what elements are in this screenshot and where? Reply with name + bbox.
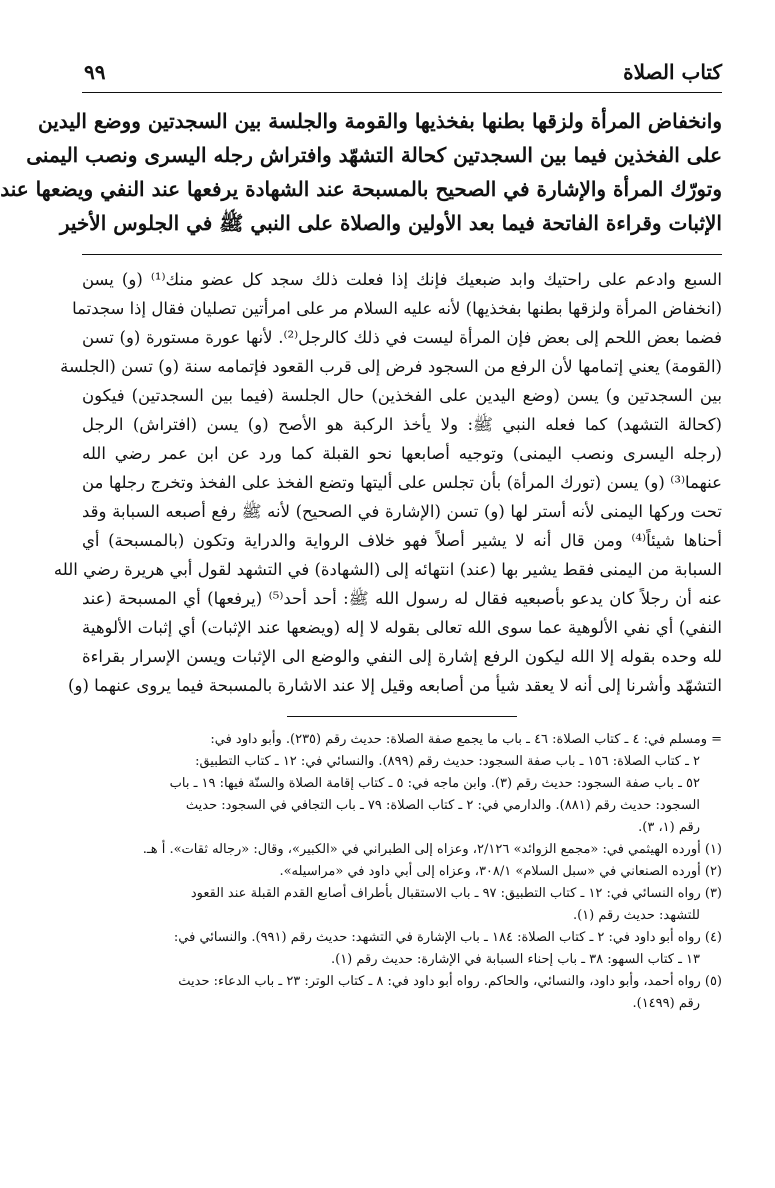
footnote-2: (٢) أورده الصنعاني في «سبل السلام» ٣٠٨/١، وعزاه إلى أبي داود في «مراسيله». xyxy=(279,864,722,879)
footnote-4-continuation: ١٣ ـ كتاب السهو: ٣٨ ـ باب إحناء السبابة في الإشارة: حديث رقم (١). xyxy=(330,952,700,967)
commentary-line: تحت وركها اليمنى لأنه أستر لها (و) تسن (الإشارة في الصحيح) لأنه ﷺ رفع أصبعه السبابة وقد xyxy=(82,502,722,521)
commentary-line: النفي) أي نفي الألوهية عما سوى الله تعالى بقوله لا إله (ويضعها عند الإثبات) أي إثبات الألوهية xyxy=(82,618,722,637)
commentary-text xyxy=(53,265,722,700)
footnote-divider xyxy=(287,716,517,717)
footnote-3-continuation: للتشهد: حديث رقم (١). xyxy=(572,908,700,923)
page-number: ٩٩ xyxy=(84,60,106,84)
commentary-line: السبابة من اليمنى فقط يشير بها (عند) انتهائه إلى (الشهادة) في التشهد لقول أبي هريرة رضي الله xyxy=(53,560,722,579)
commentary-line: عنهما⁽³⁾ (و) يسن (تورك المرأة) بأن تجلس على أليتها وتضع الفخذ على الفخذ وتخرج رجلها من xyxy=(82,473,722,492)
footnote-continuation-line: السجود: حديث رقم (٨٨١). والدارمي في: ٢ ـ كتاب الصلاة: ٧٩ ـ باب التجافي في السجود: حديث xyxy=(185,798,700,813)
footnote-5: (٥) رواه أحمد، وأبو داود، والنسائي، والحاكم. رواه أبو داود في: ٨ ـ كتاب الوتر: ٢٣ ـ باب الدعاء: حديث xyxy=(178,974,722,989)
footnote-3: (٣) رواه النسائي في: ١٢ ـ كتاب التطبيق: ٩٧ ـ باب الاستقبال بأطراف أصابع القدم القبلة عند القعود xyxy=(190,886,722,901)
book-page xyxy=(0,50,722,1015)
commentary-line: (كحالة التشهد) كما فعله النبي ﷺ: ولا يأخذ الركبة هو الأصح (و) يسن (افتراش) الرجل xyxy=(82,415,722,434)
footnote-5-continuation: رقم (١٤٩٩). xyxy=(632,996,700,1011)
footnote-continuation-line: ٢ ـ كتاب الصلاة: ١٥٦ ـ باب صفة السجود: حديث رقم (٨٩٩). والنسائي في: ١٢ ـ كتاب التطبيق: xyxy=(195,754,700,769)
matn-line: وانخفاض المرأة ولزقها بطنها بفخذيها والقومة والجلسة بين السجدتين ووضع اليدين xyxy=(37,109,722,133)
footnote-1: (١) أورده الهيثمي في: «مجمع الزوائد» ٢/١٢٦، وعزاه إلى الطبراني في «الكبير»، وقال: «رجاله ثقات». أ هـ. xyxy=(142,842,722,857)
page-header xyxy=(82,50,722,90)
chapter-title: كتاب الصلاة xyxy=(623,60,722,84)
matn-line: على الفخذين فيما بين السجدتين كحالة التشهّد وافتراش رجله اليسرى ونصب اليمنى xyxy=(26,143,722,167)
footnotes xyxy=(82,729,722,1015)
commentary-line: فضما بعض اللحم إلى بعض فإن المرأة ليست في ذلك كالرجل⁽²⁾. لأنها عورة مستورة (و) تسن xyxy=(82,328,722,347)
header-divider xyxy=(82,92,722,93)
commentary-line: السبع وادعم على راحتيك وابد ضبعيك فإنك إذا فعلت ذلك سجد كل عضو منك⁽¹⁾ (و) يسن xyxy=(82,270,722,289)
commentary-line: أحناها شيئاً⁽⁴⁾ ومن قال أنه لا يشير أصلاً فهو خلاف الرواية والدراية وتكون (بالمسبحة) أي xyxy=(82,531,722,550)
commentary-line: (القومة) يعني إتمامها لأن الرفع من السجود فرض إلى قرب القعود فإتمامه سنة (و) تسن (الجلسة xyxy=(60,357,722,376)
matn-text xyxy=(0,104,722,240)
commentary-line: (رجله اليسرى ونصب اليمنى) وتوجيه أصابعها نحو القبلة كما ورد عن ابن عمر رضي الله xyxy=(82,444,722,463)
footnote-continuation-line: = ومسلم في: ٤ ـ كتاب الصلاة: ٤٦ ـ باب ما يجمع صفة الصلاة: حديث رقم (٢٣٥). وأبو داود في: xyxy=(210,732,722,747)
footnote-continuation-line: ٥٢ ـ باب صفة السجود: حديث رقم (٣). وابن ماجه في: ٥ ـ كتاب إقامة الصلاة والسنّة فيها: ١٩ ـ باب xyxy=(169,776,700,791)
matn-line: الإثبات وقراءة الفاتحة فيما بعد الأولين والصلاة على النبي ﷺ في الجلوس الأخير xyxy=(59,211,722,235)
commentary-line: عنه أن رجلاً كان يدعو بأصبعيه فقال له رسول الله ﷺ: أحد أحد⁽⁵⁾ (يرفعها) أي المسبحة (عند xyxy=(82,589,722,608)
commentary-line: (انخفاض المرأة ولزقها بطنها بفخذيها) لأنه عليه السلام مر على امرأتين تصليان فقال إذا سجدتما xyxy=(72,299,722,318)
matn-line: وتورّك المرأة والإشارة في الصحيح بالمسبحة عند الشهادة يرفعها عند النفي ويضعها عند xyxy=(0,177,722,201)
footnote-4: (٤) رواه أبو داود في: ٢ ـ كتاب الصلاة: ١٨٤ ـ باب الإشارة في التشهد: حديث رقم (٩٩١). والنسائي في: xyxy=(173,930,722,945)
footnote-continuation-line: رقم (١، ٣). xyxy=(638,820,700,835)
commentary-line: لله وحده بقوله إلا الله ليكون الرفع إشارة إلى النفي والوضع الى الإثبات ويسن الإسرار بقراءة xyxy=(82,647,722,666)
matn-divider xyxy=(82,254,722,255)
commentary-line: التشهّد وأشرنا إلى أنه لا يعقد شيأ من أصابعه وقيل إلا عند الاشارة بالمسبحة فيما يروى عنهما (و) xyxy=(68,676,722,695)
commentary-line: بين السجدتين و) يسن (وضع اليدين على الفخذين) حال الجلسة (فيما بين السجدتين) فيكون xyxy=(82,386,722,405)
